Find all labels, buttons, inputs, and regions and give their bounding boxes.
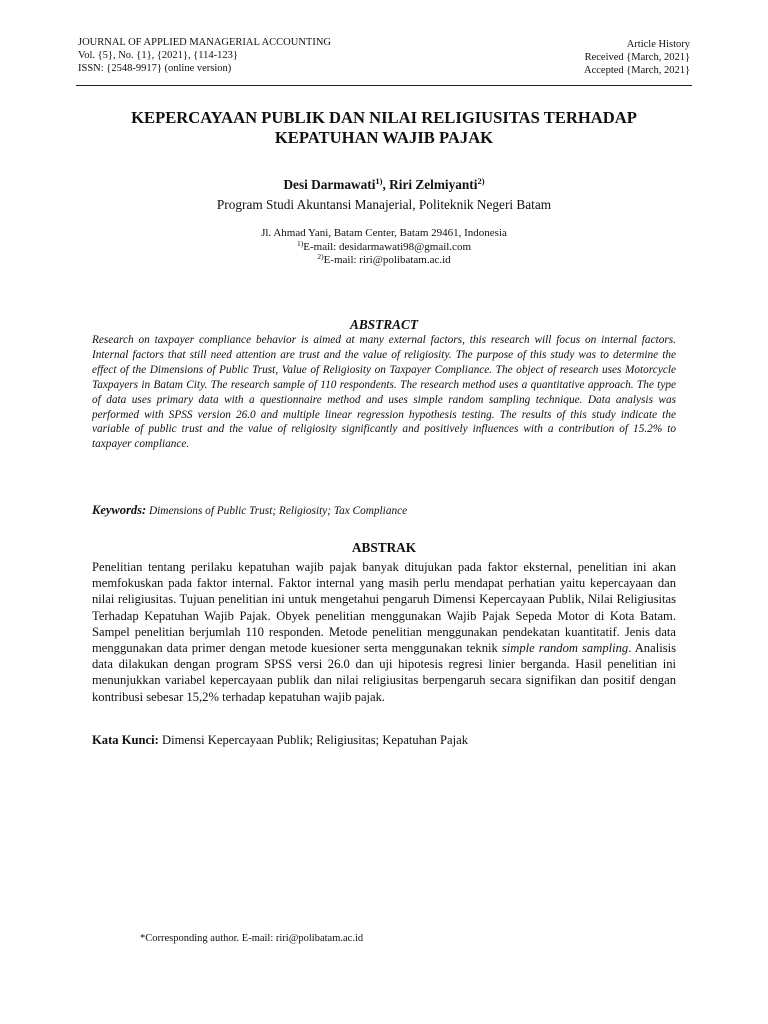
title-line-1: KEPERCAYAAN PUBLIK DAN NILAI RELIGIUSITAS TERHADAP [131, 108, 637, 127]
abstract-heading: ABSTRACT [350, 317, 418, 332]
keywords-value: Dimensions of Public Trust; Religiosity; Tax Compliance [149, 505, 408, 517]
paper-title [76, 108, 692, 148]
email-1-mark: 1) [297, 238, 304, 248]
journal-name: JOURNAL OF APPLIED MANAGERIAL ACCOUNTING [78, 37, 331, 48]
abstrak-heading: ABSTRAK [351, 540, 417, 555]
author-2-mark: 2) [477, 176, 485, 186]
received-date: Received {March, 2021} [584, 52, 690, 63]
issn: ISSN: {2548-9917} (online version) [78, 63, 232, 74]
email-2: $^{2)}$E-mail: riri@polibatam.ac.id [317, 252, 451, 266]
author-2: Riri Zelmiyanti [389, 177, 478, 192]
author-1-mark: 1) [375, 176, 383, 186]
author-list [76, 176, 692, 194]
accepted-date: Accepted {March, 2021} [584, 65, 690, 76]
journal-header [78, 36, 331, 75]
address: Jl. Ahmad Yani, Batam Center, Batam 29461, Indonesia [261, 227, 507, 239]
article-history [584, 38, 690, 77]
contact-block [76, 227, 692, 268]
volume-info: Vol. {5}, No. {1}, {2021}, {114-123} [78, 50, 238, 61]
abstrak-text-italic: simple random sampling [501, 641, 629, 656]
corresponding-author-footnote: *Corresponding author. E-mail: riri@polibatam.ac.id [140, 933, 364, 944]
abstract-text: Research on taxpayer compliance behavior is aimed at many external factors, this research will focus on internal factors. Internal factors that still need attention are trust and the value of religiosity. The purpose of this study was to determine the effect of the Dimensions of Public Trust, Value of Religiosity on Taxpayer Compliance. The object of research uses Motorcycle Taxpayers in Batam City. The research sample of 110 respondents. The research method uses a quantitative approach. The type of data uses primary data with a questionnaire method and uses simple random sampling technique. Data analysis was performed with SPSS version 26.0 and multiple linear regression hypothesis testing. The results of this study indicate the variable of public trust and the value of religiosity significantly and positively influences with a contribution of 15.2% to taxpayer compliance. [92, 334, 676, 451]
author-1: Desi Darmawati [283, 177, 376, 192]
keywords-line [92, 503, 676, 518]
kata-kunci-label: Kata Kunci: [92, 733, 159, 747]
kata-kunci-line [92, 732, 676, 748]
header-divider [76, 85, 692, 86]
abstrak-text-part-1: Penelitian tentang perilaku kepatuhan wajib pajak banyak ditujukan pada faktor eksternal, penelitian ini akan memfokuskan pada faktor internal. Faktor internal yang masih perlu mendapat perhatian yaitu kepercayaan dan nilai religiusitas. Tujuan penelitian ini untuk mengetahui pengaruh Dimensi Kepercayaan Publik, Nilai Religiusitas Terhadap Kepatuhan Wajib Pajak. Obyek penelitian menggunakan Wajib Pajak Sepeda Motor di Kota Batam. Sampel penelitian berjumlah 110 responden. Metode penelitian menggunakan pendekatan kuantitatif. Jenis data menggunakan data primer dengan metode kuesioner serta menggunakan teknik [92, 560, 676, 656]
kata-kunci-value: Dimensi Kepercayaan Publik; Religiusitas; Kepatuhan Pajak [161, 733, 469, 747]
affiliation: Program Studi Akuntansi Manajerial, Politeknik Negeri Batam [216, 197, 552, 212]
keywords-label: Keywords: [92, 503, 147, 517]
author-separator: , [382, 177, 390, 192]
abstrak-text [92, 559, 676, 705]
history-label: Article History [626, 39, 690, 50]
email-2-mark: 2) [317, 252, 324, 261]
title-line-2: KEPATUHAN WAJIB PAJAK [274, 128, 494, 147]
abstrak-text-part-2: . Analisis data dilakukan dengan program SPSS versi 26.0 dan uji hipotesis regresi linier berganda. Hasil penelitian ini menunjukkan variabel kepercayaan publik dan nilai religiusitas berpengaruh secara signifikan dan positif dengan kontribusi sebesar 15,2% terhadap kepatuhan wajib pajak. [92, 641, 676, 704]
email-1: $^{1)}$E-mail: desidarmawati98@gmail.com [297, 238, 471, 253]
